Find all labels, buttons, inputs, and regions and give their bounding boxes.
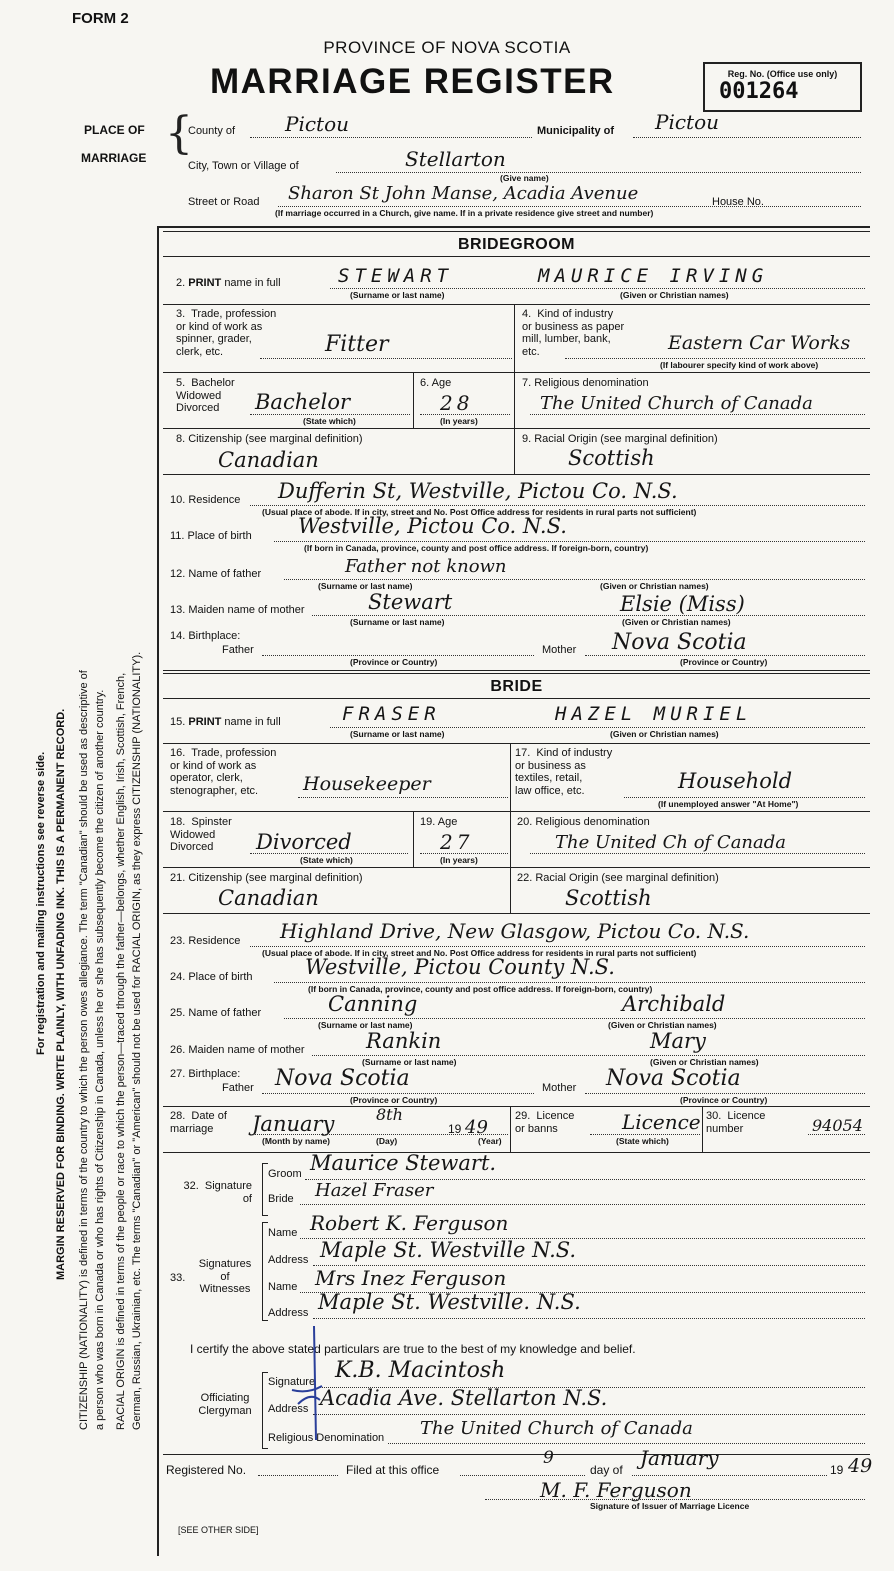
form-top-border <box>157 226 870 228</box>
registration-top-rule <box>163 1454 870 1455</box>
licence-divider <box>702 1106 703 1152</box>
place-brace: { <box>165 108 193 159</box>
witness2-name-label: Name <box>268 1281 298 1293</box>
bride-row-rule-1 <box>163 743 870 744</box>
bride-age-value: 27 <box>440 830 474 854</box>
bride-religion-value: The United Ch of Canada <box>555 832 787 853</box>
clergy-address: Acadia Ave. Stellarton N.S. <box>320 1386 608 1410</box>
bride-father-given-note: (Given or Christian names) <box>608 1020 717 1030</box>
place-of-label: PLACE OF <box>84 123 145 137</box>
margin-racial-def-2: German, Russian, Ukrainian, etc. The terms "Canadian" or "American" should not be used for RACIAL ORIGIN, as they express CITIZENSHIP (NATIONALITY). <box>131 651 143 1430</box>
licence-type-note: (State which) <box>616 1136 669 1146</box>
bride-trade-line <box>298 797 508 798</box>
marriage-month: January <box>252 1112 335 1136</box>
groom-birth-line <box>274 541 865 542</box>
witness2-address: Maple St. Westville. N.S. <box>318 1290 581 1314</box>
clergy-denomination-label: Religious Denomination <box>268 1432 385 1444</box>
filed-year: 49 <box>848 1455 873 1477</box>
house-no-label: House No. <box>712 196 764 208</box>
bride-racial-label: 22. Racial Origin (see marginal definition) <box>517 872 719 884</box>
groom-mother-birthplace: Nova Scotia <box>612 630 747 655</box>
bride-father-given: Archibald <box>622 992 726 1016</box>
bride-father-label: 25. Name of father <box>170 1007 262 1019</box>
bride-industry-value: Household <box>678 769 793 793</box>
groom-name-label-text: name in full <box>224 277 281 289</box>
groom-row-rule-4 <box>163 474 870 475</box>
county-label: County of <box>188 125 236 137</box>
groom-mother-label: 13. Maiden name of mother <box>170 604 305 616</box>
groom-residence-label: 10. Residence <box>170 494 241 506</box>
groom-given-names: MAURICE IRVING <box>538 265 769 287</box>
groom-father-line <box>284 579 865 580</box>
filed-year-prefix: 19 <box>830 1463 844 1477</box>
bride-racial-value: Scottish <box>565 886 652 910</box>
bride-father-surname: Canning <box>328 992 418 1016</box>
bride-citizenship-value: Canadian <box>218 886 319 910</box>
groom-status-divider <box>413 372 414 428</box>
licence-type-value: Licence <box>622 1110 701 1134</box>
bride-row-rule-4 <box>163 913 870 914</box>
groom-residence-note: (Usual place of abode. If in city, street and No. Post Office address for residents in rural parts not sufficient) <box>262 507 697 517</box>
groom-status-line <box>250 414 410 415</box>
witness1-address-label: Address <box>268 1254 309 1266</box>
margin-racial-def-1: RACIAL ORIGIN is defined in terms of the people or race to which the person—traced through the father—belongs, whether English, Irish, Scottish, French, <box>115 672 127 1430</box>
groom-birth-note: (If born in Canada, province, county and post office address. If foreign-born, country) <box>304 543 649 553</box>
bride-father-bp-line <box>262 1093 534 1094</box>
groom-name-line <box>330 288 865 289</box>
clergy-denomination-line <box>388 1443 865 1444</box>
reg-number-label: Reg. No. (Office use only) <box>727 69 838 79</box>
bride-religion-line <box>530 853 865 854</box>
bride-given-names: HAZEL MURIEL <box>555 703 753 725</box>
form-left-border <box>157 226 159 1556</box>
clergy-signature: K.B. Macintosh <box>335 1358 506 1383</box>
bride-father-surname-note: (Surname or last name) <box>318 1020 413 1030</box>
clergy-bracket <box>262 1372 263 1448</box>
groom-mother-surname: Stewart <box>368 590 453 614</box>
groom-surname-note: (Surname or last name) <box>350 290 445 300</box>
marriage-month-note: (Month by name) <box>262 1136 330 1146</box>
groom-age-divider <box>514 372 515 428</box>
witness-bracket-bottom <box>262 1320 268 1321</box>
registered-no-line <box>258 1475 338 1476</box>
groom-trade-value: Fitter <box>325 332 389 357</box>
street-label: Street or Road <box>188 196 260 208</box>
marriage-year: 49 <box>465 1117 488 1138</box>
ink-mark-icon <box>270 1322 330 1442</box>
bride-father-bp-note: (Province or Country) <box>350 1095 438 1105</box>
margin-citizenship-def-2: a person who was born in Canada or who has rights of Citizenship in Canada, unless he or she has subsequently become the citizen of another country. <box>94 689 106 1430</box>
bride-residence-note: (Usual place of abode. If in city, street and No. Post Office address for residents in rural parts not sufficient) <box>262 948 697 958</box>
filed-month-line <box>632 1475 827 1476</box>
bride-top-rule-2 <box>163 673 870 674</box>
bride-mother-birthplace: Nova Scotia <box>606 1066 741 1091</box>
groom-industry-label: 4. Kind of industry or business as paper mill, lumber, bank, etc. <box>522 308 625 358</box>
see-other-side-note: [SEE OTHER SIDE] <box>178 1525 259 1535</box>
bride-mother-given-note: (Given or Christian names) <box>650 1057 759 1067</box>
groom-father-bp-line <box>262 655 534 656</box>
licence-number-label: 30. Licence number <box>706 1110 766 1135</box>
page-title: MARRIAGE REGISTER <box>210 62 615 101</box>
signatures-top-rule <box>163 1152 870 1153</box>
city-value: Stellarton <box>405 147 506 171</box>
signature-label: 32. Signature of <box>183 1180 252 1205</box>
bride-birthplace-label: 27. Birthplace: <box>170 1068 241 1080</box>
signature-bracket-top <box>262 1163 268 1164</box>
groom-racial-label: 9. Racial Origin (see marginal definition) <box>522 433 718 445</box>
groom-age-value: 28 <box>440 391 474 415</box>
bride-residence-value: Highland Drive, New Glasgow, Pictou Co. N.S. <box>280 919 750 943</box>
clergy-bracket-bottom <box>262 1448 268 1449</box>
margin-instructions-text: For registration and mailing instructions see reverse side. <box>35 751 47 1055</box>
bride-industry-label: 17. Kind of industry or business as textiles, retail, law office, etc. <box>515 747 613 797</box>
bride-industry-line <box>624 797 865 798</box>
groom-father-value: Father not known <box>345 556 507 577</box>
marriage-date-line <box>252 1134 508 1135</box>
bride-signature-label: Bride <box>268 1193 294 1205</box>
groom-given-note: (Given or Christian names) <box>620 290 729 300</box>
bride-birth-value: Westville, Pictou County N.S. <box>305 955 615 979</box>
filed-month: January <box>640 1446 719 1470</box>
issuer-signature-line <box>485 1499 865 1500</box>
groom-citizenship-value: Canadian <box>218 448 319 472</box>
bride-row-rule-3 <box>163 867 870 868</box>
clergy-address-label: Address <box>268 1403 309 1415</box>
bride-residence-line <box>250 946 865 947</box>
officiating-clergyman-label: Officiating Clergyman <box>198 1392 252 1417</box>
bride-status-line <box>250 853 408 854</box>
groom-religion-label: 7. Religious denomination <box>522 377 649 389</box>
municipality-value: Pictou <box>655 110 720 134</box>
bride-given-note: (Given or Christian names) <box>610 729 719 739</box>
reg-number-box <box>703 62 862 112</box>
marriage-date-label: 28. Date of marriage <box>170 1110 227 1135</box>
groom-birthplace-mother-label: Mother <box>542 644 577 656</box>
groom-row-rule-1 <box>163 304 870 305</box>
groom-row-rule-3 <box>163 428 870 429</box>
bride-age-label: 19. Age <box>420 816 458 828</box>
day-of-label: day of <box>590 1463 623 1477</box>
groom-age-note: (In years) <box>440 416 478 426</box>
county-line <box>250 137 532 138</box>
bride-birthplace-father-label: Father <box>222 1082 254 1094</box>
groom-status-label: 5. Bachelor Widowed Divorced <box>176 377 235 415</box>
signature-bracket <box>262 1163 263 1215</box>
bride-birth-note: (If born in Canada, province, county and post office address. If foreign-born, country) <box>308 984 653 994</box>
bride-heading-rule <box>163 698 870 699</box>
groom-mother-surname-note: (Surname or last name) <box>350 617 445 627</box>
groom-citizenship-divider <box>514 428 515 474</box>
groom-birthplace-label: 14. Birthplace: <box>170 630 241 642</box>
bridegroom-heading-rule <box>163 256 870 257</box>
bride-surname: FRASER <box>342 703 441 725</box>
bride-citizenship-label: 21. Citizenship (see marginal definition) <box>170 872 363 884</box>
bride-age-line <box>420 853 508 854</box>
witnesses-label: Signatures of Witnesses <box>198 1258 252 1296</box>
bride-name-label <box>170 716 281 729</box>
witness1-name-label: Name <box>268 1227 298 1239</box>
groom-industry-line <box>565 358 865 359</box>
marriage-top-rule <box>163 1106 870 1107</box>
clergy-bracket-top <box>262 1372 268 1373</box>
bride-row-rule-2 <box>163 811 870 812</box>
marriage-year-note: (Year) <box>478 1136 502 1146</box>
groom-birth-value: Westville, Pictou Co. N.S. <box>298 514 567 538</box>
street-value: Sharon St John Manse, Acadia Avenue <box>288 183 639 204</box>
groom-row-rule-2 <box>163 372 870 373</box>
witnesses-number: 33. <box>170 1272 186 1284</box>
witness2-address-label: Address <box>268 1307 309 1319</box>
bride-residence-label: 23. Residence <box>170 935 241 947</box>
groom-father-surname-note: (Surname or last name) <box>318 581 413 591</box>
groom-status-value: Bachelor <box>255 390 351 414</box>
groom-trade-label: 3. Trade, profession or kind of work as spinner, grader, clerk, etc. <box>176 308 277 358</box>
bride-status-note: (State which) <box>300 855 353 865</box>
groom-birth-label: 11. Place of birth <box>170 530 252 542</box>
bridegroom-heading: BRIDEGROOM <box>458 236 575 253</box>
city-label: City, Town or Village of <box>188 160 299 172</box>
clergy-denomination: The United Church of Canada <box>420 1418 693 1439</box>
licence-type-line <box>590 1134 700 1135</box>
bride-industry-note: (If unemployed answer "At Home") <box>658 799 799 809</box>
groom-mother-bp-note: (Province or Country) <box>680 657 768 667</box>
municipality-line <box>633 137 861 138</box>
groom-father-bp-note: (Province or Country) <box>350 657 438 667</box>
groom-religion-value: The United Church of Canada <box>540 393 813 414</box>
bride-mother-surname-note: (Surname or last name) <box>362 1057 457 1067</box>
bride-father-birthplace: Nova Scotia <box>275 1066 410 1091</box>
bride-name-line <box>330 727 865 728</box>
marriage-date-divider <box>510 1106 511 1152</box>
groom-signature: Maurice Stewart. <box>310 1151 497 1175</box>
witness1-name: Robert K. Ferguson <box>310 1211 509 1235</box>
groom-mother-given-note: (Given or Christian names) <box>622 617 731 627</box>
bride-mother-bp-note: (Province or Country) <box>680 1095 768 1105</box>
issuer-signature-label: Signature of Issuer of Marriage Licence <box>590 1501 750 1511</box>
groom-age-line <box>420 414 510 415</box>
bride-citizenship-divider <box>510 867 511 913</box>
groom-trade-line <box>260 358 512 359</box>
licence-number-value: 94054 <box>812 1116 863 1135</box>
bridegroom-top-rule <box>163 231 870 232</box>
groom-mother-given: Elsie (Miss) <box>620 592 745 616</box>
bride-trade-divider <box>510 743 511 811</box>
bride-signature: Hazel Fraser <box>315 1180 434 1201</box>
witness2-address-line <box>313 1318 865 1319</box>
groom-name-label <box>176 277 281 290</box>
witness-bracket-top <box>262 1222 268 1223</box>
bride-surname-note: (Surname or last name) <box>350 729 445 739</box>
city-line <box>336 172 861 173</box>
licence-number-line <box>808 1134 865 1135</box>
bride-mother-surname: Rankin <box>366 1029 442 1053</box>
clergy-signature-label: Signature <box>268 1376 316 1388</box>
bride-status-divider <box>413 811 414 867</box>
filed-day: 9 <box>543 1448 554 1468</box>
filed-day-line <box>460 1475 585 1476</box>
groom-name-label-no: 2. <box>176 277 186 289</box>
margin-binding-text: MARGIN RESERVED FOR BINDING. WRITE PLAINLY, WITH UNFADING INK. THIS IS A PERMANENT RECORD. <box>55 708 67 1280</box>
groom-birthplace-father-label: Father <box>222 644 254 656</box>
bride-father-line <box>284 1018 865 1019</box>
marriage-label: MARRIAGE <box>81 151 147 165</box>
groom-residence-line <box>250 505 865 506</box>
licence-type-label: 29. Licence or banns <box>515 1110 575 1135</box>
filed-label: Filed at this office <box>346 1463 440 1477</box>
bride-top-rule <box>163 670 870 671</box>
registered-no-label: Registered No. <box>166 1463 247 1477</box>
form-number: FORM 2 <box>72 10 129 27</box>
groom-father-label: 12. Name of father <box>170 568 262 580</box>
groom-residence-value: Dufferin St, Westville, Pictou Co. N.S. <box>278 479 678 503</box>
bride-name-label-print: PRINT <box>188 716 222 728</box>
witness2-name: Mrs Inez Ferguson <box>315 1266 507 1290</box>
witness1-address: Maple St. Westville N.S. <box>320 1238 577 1262</box>
issuer-signature: M. F. Ferguson <box>540 1478 692 1502</box>
street-note: (If marriage occurred in a Church, give name. If in a private residence give street and number) <box>275 208 654 218</box>
groom-status-note: (State which) <box>303 416 356 426</box>
municipality-label: Municipality of <box>537 125 614 137</box>
groom-father-given-note: (Given or Christian names) <box>600 581 709 591</box>
bride-age-note: (In years) <box>440 855 478 865</box>
county-value: Pictou <box>285 112 350 136</box>
margin-citizenship-def-1: CITIZENSHIP (NATIONALITY) is defined in terms of the country to which the person owes allegiance. The term "Canadian" should be used as descriptive of <box>78 670 90 1430</box>
groom-trade-divider <box>514 304 515 372</box>
witness-bracket <box>262 1222 263 1320</box>
groom-religion-line <box>530 414 865 415</box>
bride-trade-label: 16. Trade, profession or kind of work as operator, clerk, stenographer, etc. <box>170 747 277 797</box>
groom-citizenship-label: 8. Citizenship (see marginal definition) <box>176 433 363 445</box>
street-line <box>278 206 861 207</box>
bride-mother-label: 26. Maiden name of mother <box>170 1044 305 1056</box>
marriage-day-note: (Day) <box>376 1136 398 1146</box>
bride-status-label: 18. Spinster Widowed Divorced <box>170 816 232 854</box>
clergy-address-line <box>313 1414 865 1415</box>
groom-industry-note: (If labourer specify kind of work above) <box>660 360 819 370</box>
groom-racial-value: Scottish <box>568 446 655 470</box>
bride-status-value: Divorced <box>256 830 352 854</box>
groom-name-label-print: PRINT <box>188 277 222 289</box>
signature-bracket-bottom <box>262 1215 268 1216</box>
bride-age-divider <box>510 811 511 867</box>
bride-religion-label: 20. Religious denomination <box>517 816 650 828</box>
groom-mother-line <box>312 615 865 616</box>
bride-mother-line <box>312 1055 865 1056</box>
groom-age-label: 6. Age <box>420 377 452 389</box>
marriage-year-prefix: 19 <box>448 1122 462 1136</box>
bride-birth-label: 24. Place of birth <box>170 971 253 983</box>
groom-mother-bp-line <box>585 655 865 656</box>
give-name-note: (Give name) <box>500 173 549 183</box>
bride-mother-given: Mary <box>650 1029 706 1053</box>
bride-heading: BRIDE <box>490 678 543 695</box>
groom-surname: STEWART <box>338 265 454 287</box>
bride-birth-line <box>274 982 865 983</box>
certification-text: I certify the above stated particulars are true to the best of my knowledge and belief. <box>190 1342 636 1356</box>
bride-birthplace-mother-label: Mother <box>542 1082 577 1094</box>
marriage-day: 8th <box>376 1105 403 1124</box>
bride-name-label-no: 15. <box>170 716 186 728</box>
bride-signature-line <box>300 1204 865 1205</box>
province-heading: PROVINCE OF NOVA SCOTIA <box>323 38 571 57</box>
bride-mother-bp-line <box>585 1093 865 1094</box>
groom-signature-label: Groom <box>268 1168 302 1180</box>
bride-trade-value: Housekeeper <box>303 773 431 795</box>
reg-number-value: 001264 <box>719 79 799 104</box>
groom-industry-value: Eastern Car Works <box>668 332 851 354</box>
bride-name-label-text: name in full <box>224 716 281 728</box>
